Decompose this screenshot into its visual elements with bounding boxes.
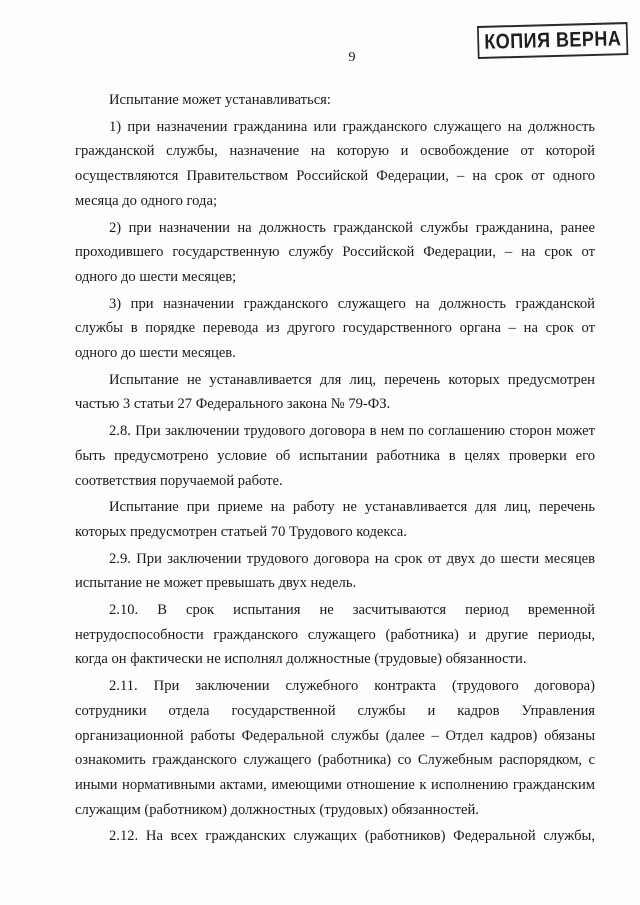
paragraph-item-1: 1) при назначении гражданина или гражданского служащего на должность гражданской службы, назначение на которую и освобождение от которой осуществляются Правительством Российской Федерации, – на срок от одного месяца до одного года;	[75, 118, 595, 209]
certified-copy-stamp: КОПИЯ ВЕРНА	[477, 22, 629, 59]
paragraph-2-11: 2.11. При заключении служебного контракта (трудового договора) сотрудники отдела государственной службы и кадров Управления организационной работы Федеральной службы (далее – Отдел кадров) обязаны ознакомить гражданского служащего (работника) со Служебным распорядком, с иными нормативными актами, имеющими отношение к исполнению гражданским служащим (работником) должностных (трудовых) обязанностей.	[75, 678, 595, 818]
document-body	[75, 88, 595, 849]
paragraph-2-12: 2.12. На всех гражданских служащих (работников) Федеральной службы,	[109, 828, 595, 845]
paragraph-2-9: 2.9. При заключении трудового договора на срок от двух до шести месяцев испытание не может превышать двух недель.	[75, 550, 595, 592]
paragraph-exemption: Испытание не устанавливается для лиц, перечень которых предусмотрен частью 3 статьи 27 Федерального закона № 79-ФЗ.	[75, 371, 595, 413]
paragraph-2-8-exemption: Испытание при приеме на работу не устанавливается для лиц, перечень которых предусмотрен статьей 70 Трудового кодекса.	[75, 499, 595, 540]
page-number: 9	[348, 50, 356, 65]
paragraph-2-8: 2.8. При заключении трудового договора в нем по соглашению сторон может быть предусмотрено условие об испытании работника в целях проверки его соответствия поручаемой работе.	[75, 423, 595, 489]
paragraph-intro: Испытание может устанавливаться:	[109, 92, 331, 108]
paragraph-item-3: 3) при назначении гражданского служащего на должность гражданской службы в порядке перевода из другого государственного органа – на срок от одного до шести месяцев.	[75, 295, 595, 362]
paragraph-item-2: 2) при назначении на должность гражданской службы гражданина, ранее проходившего государственную службу Российской Федерации, – на срок от одного до шести месяцев;	[75, 219, 595, 285]
paragraph-2-10: 2.10. В срок испытания не засчитываются период временной нетрудоспособности гражданского служащего (работника) и другие периоды, когда он фактически не исполнял должностные (трудовые) обязанности.	[75, 602, 595, 668]
